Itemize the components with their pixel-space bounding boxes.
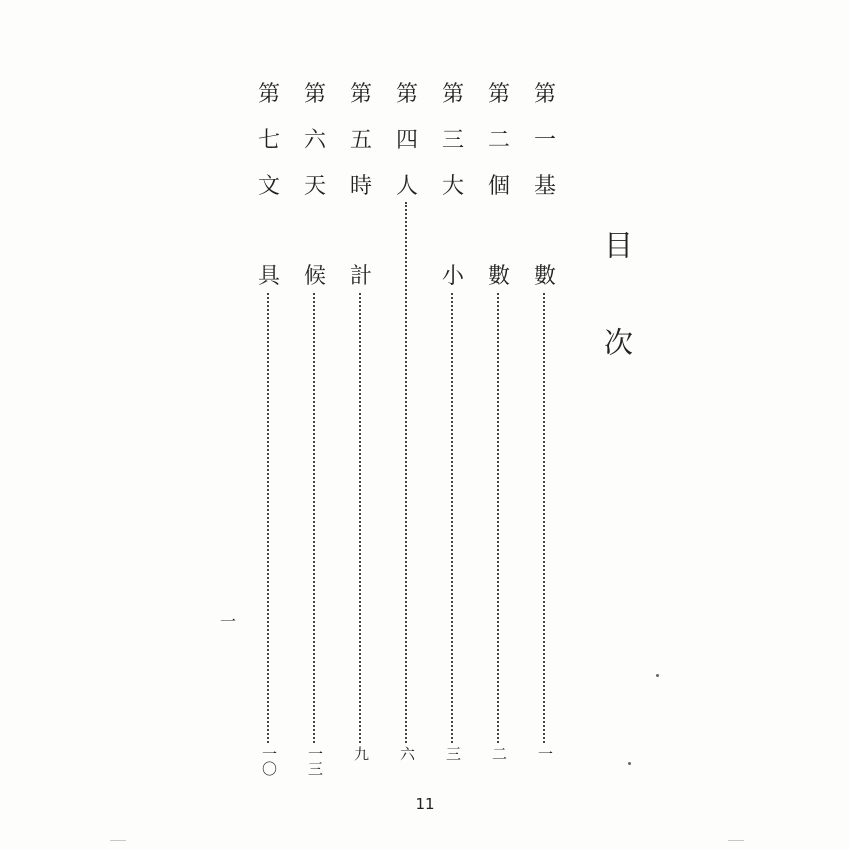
entry-char: 六	[303, 128, 326, 153]
page-number: 一〇	[260, 746, 278, 776]
scan-edge-mark	[110, 840, 126, 841]
entry-char: 人	[395, 174, 418, 199]
entry-char: 候	[303, 264, 326, 289]
entry-char: 具	[257, 264, 280, 289]
entry-char: 數	[533, 264, 556, 289]
entry-char: 文	[257, 174, 280, 199]
folio-number: 11	[415, 795, 435, 813]
dot-leader	[497, 293, 503, 743]
entry-char: 天	[303, 174, 326, 199]
entry-char: 七	[257, 128, 280, 153]
entry-char: 個	[487, 174, 510, 199]
page-number: 一	[536, 746, 554, 761]
entry-char: 數	[487, 264, 510, 289]
toc-entry-2[interactable]	[484, 78, 514, 778]
dot-leader	[313, 293, 319, 743]
entry-char: 第	[441, 82, 464, 107]
entry-char: 基	[533, 174, 556, 199]
entry-char: 一	[533, 128, 556, 153]
dot-leader	[451, 293, 457, 743]
entry-char: 時	[349, 174, 372, 199]
dot-leader	[359, 293, 365, 743]
entry-char: 第	[257, 82, 280, 107]
scan-edge-mark	[728, 840, 744, 841]
toc-entry-6[interactable]	[300, 78, 330, 778]
dot-leader	[543, 293, 549, 743]
toc-entry-1[interactable]	[530, 78, 560, 778]
scan-speck	[656, 674, 659, 677]
entry-char: 計	[349, 264, 372, 289]
entry-char: 第	[533, 82, 556, 107]
dot-leader	[267, 293, 273, 743]
page-number: 三	[444, 746, 462, 761]
entry-char: 第	[487, 82, 510, 107]
entry-char: 大	[441, 174, 464, 199]
entry-char: 第	[303, 82, 326, 107]
entry-char: 四	[395, 128, 418, 153]
entry-char: 二	[487, 128, 510, 153]
entry-char: 五	[349, 128, 372, 153]
entry-char: 第	[395, 82, 418, 107]
toc-entry-4[interactable]	[392, 78, 422, 778]
page-number: 二	[490, 746, 508, 761]
page-number: 六	[398, 746, 416, 761]
toc-entry-7[interactable]	[254, 78, 284, 778]
entry-char: 第	[349, 82, 372, 107]
page-number: 一三	[306, 746, 324, 776]
page-number: 九	[352, 746, 370, 761]
dot-leader	[405, 202, 411, 743]
scan-speck	[628, 762, 631, 765]
entry-char: 三	[441, 128, 464, 153]
toc-entry-3[interactable]	[438, 78, 468, 778]
side-mark: 一	[219, 612, 236, 631]
page-title: 目次	[600, 230, 634, 424]
toc-entry-5[interactable]	[346, 78, 376, 778]
entry-char: 小	[441, 264, 464, 289]
